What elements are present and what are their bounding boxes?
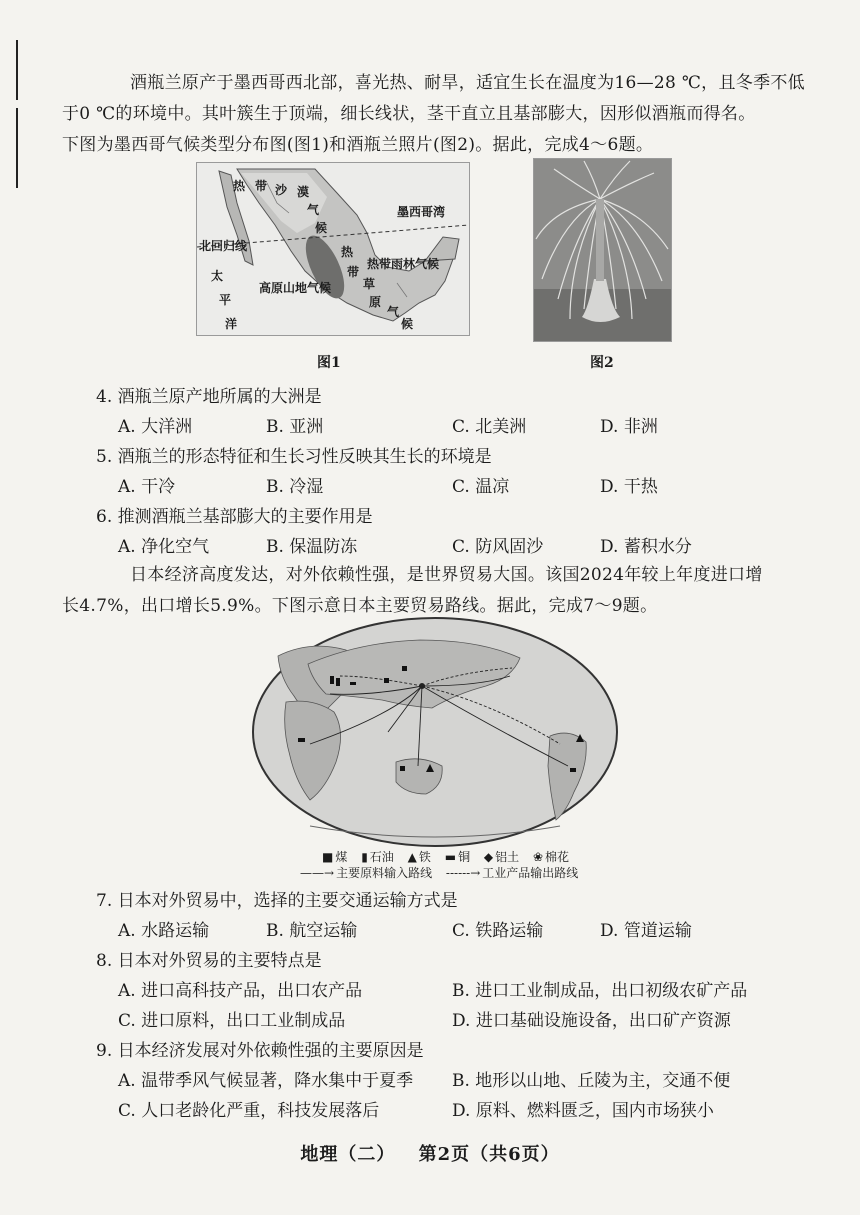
question-7-option-b: B. 航空运输 — [266, 921, 358, 941]
question-5-stem: 5. 酒瓶兰的形态特征和生长习性反映其生长的环境是 — [96, 447, 492, 467]
legend-bauxite: 铝土 — [495, 850, 520, 864]
map-label-desert: 热 — [233, 179, 246, 193]
map-label-pacific: 洋 — [225, 317, 238, 331]
question-6-option-b: B. 保温防冻 — [266, 537, 358, 557]
figure2-caption: 图2 — [590, 355, 614, 371]
intro-line: 日本经济高度发达，对外依赖性强，是世界贸易大国。该国2024年较上年度进口增 — [130, 565, 763, 585]
coal-icon: ■ — [322, 850, 334, 864]
map-label-pacific: 太 — [211, 269, 224, 283]
iron-icon: ▲ — [407, 850, 417, 864]
question-6-stem: 6. 推测酒瓶兰基部膨大的主要作用是 — [96, 507, 373, 527]
question-4-option-c: C. 北美洲 — [452, 417, 527, 437]
cotton-icon: ❀ — [532, 850, 544, 864]
map-label-savanna: 气 — [387, 305, 400, 319]
intro-line: 长4.7%，出口增长5.9%。下图示意日本主要贸易路线。据此，完成7～9题。 — [62, 596, 658, 616]
question-8-option-a: A. 进口高科技产品，出口农产品 — [118, 981, 363, 1001]
map-label-highland: 高原山地气候 — [259, 281, 332, 295]
intro-line: 酒瓶兰原产于墨西哥西北部，喜光热、耐旱，适宜生长在温度为16—28 ℃，且冬季不低 — [130, 73, 805, 93]
page-footer — [0, 1140, 860, 1166]
map-label-desert: 漠 — [297, 185, 310, 199]
question-4-option-b: B. 亚洲 — [266, 417, 324, 437]
map-label-savanna: 候 — [401, 317, 414, 331]
map-legend — [322, 848, 579, 865]
figure1-caption: 图1 — [317, 355, 341, 371]
world-map-graphic — [250, 616, 620, 848]
mexico-climate-map — [196, 162, 470, 336]
intro-line: 于0 ℃的环境中。其叶簇生于顶端，细长线状，茎干直立且基部膨大，因形似酒瓶而得名。 — [62, 104, 756, 124]
question-5-option-d: D. 干热 — [600, 477, 658, 497]
question-8-option-b: B. 进口工业制成品，出口初级农矿产品 — [452, 981, 748, 1001]
map-label-desert: 沙 — [275, 183, 288, 197]
copper-icon: ▬ — [444, 850, 457, 864]
question-8-stem: 8. 日本对外贸易的主要特点是 — [96, 951, 322, 971]
question-9-option-a: A. 温带季风气候显著，降水集中于夏季 — [118, 1071, 414, 1091]
map-label-rainforest: 热带雨林气候 — [367, 257, 440, 271]
legend-export-route: 工业产品输出路线 — [482, 866, 579, 880]
question-5-option-a: A. 干冷 — [118, 477, 176, 497]
bottle-palm-graphic — [534, 159, 671, 341]
question-4-option-a: A. 大洋洲 — [118, 417, 193, 437]
question-4-option-d: D. 非洲 — [600, 417, 658, 437]
question-4-stem: 4. 酒瓶兰原产地所属的大洲是 — [96, 387, 322, 407]
intro-line: 下图为墨西哥气候类型分布图(图1)和酒瓶兰照片(图2)。据此，完成4～6题。 — [62, 135, 654, 155]
legend-iron: 铁 — [418, 850, 431, 864]
binding-mark — [16, 108, 18, 188]
question-8-option-c: C. 进口原料，出口工业制成品 — [118, 1011, 346, 1031]
question-6-option-c: C. 防风固沙 — [452, 537, 544, 557]
question-7-option-a: A. 水路运输 — [118, 921, 210, 941]
question-5-option-b: B. 冷湿 — [266, 477, 324, 497]
footer-page-number: 第2页（共6页） — [418, 1144, 560, 1165]
japan-trade-route-map — [250, 616, 620, 848]
question-6-option-d: D. 蓄积水分 — [600, 537, 692, 557]
map-legend-routes — [300, 864, 588, 881]
bauxite-icon: ◆ — [483, 850, 494, 864]
question-8-option-d: D. 进口基础设施设备，出口矿产资源 — [452, 1011, 731, 1031]
map-label-pacific: 平 — [219, 293, 232, 307]
question-9-option-b: B. 地形以山地、丘陵为主，交通不便 — [452, 1071, 731, 1091]
map-label-gulf: 墨西哥湾 — [397, 205, 446, 219]
legend-cotton: 棉花 — [545, 850, 570, 864]
intro-paragraph-1 — [62, 68, 805, 161]
question-7-stem: 7. 日本对外贸易中，选择的主要交通运输方式是 — [96, 891, 458, 911]
question-9-stem: 9. 日本经济发展对外依赖性强的主要原因是 — [96, 1041, 424, 1061]
intro-paragraph-2 — [62, 560, 786, 622]
map-label-desert: 候 — [315, 221, 328, 235]
question-5-option-c: C. 温凉 — [452, 477, 510, 497]
oil-icon: ▮ — [361, 850, 368, 864]
question-9-option-c: C. 人口老龄化严重，科技发展落后 — [118, 1101, 380, 1121]
legend-copper: 铜 — [458, 850, 471, 864]
map-label-savanna: 热 — [341, 245, 354, 259]
question-9-option-d: D. 原料、燃料匮乏，国内市场狭小 — [452, 1101, 714, 1121]
map-label-desert: 带 — [255, 179, 268, 193]
legend-oil: 石油 — [369, 850, 394, 864]
question-7-option-d: D. 管道运输 — [600, 921, 692, 941]
map-label-desert: 气 — [307, 203, 320, 217]
legend-coal: 煤 — [335, 850, 348, 864]
solid-arrow-icon: ——→ — [300, 866, 335, 880]
map-label-tropic: 北回归线 — [199, 239, 248, 253]
map-label-savanna: 带 — [347, 265, 360, 279]
question-7-option-c: C. 铁路运输 — [452, 921, 544, 941]
map-label-savanna: 草 — [363, 277, 376, 291]
question-6-option-a: A. 净化空气 — [118, 537, 210, 557]
bottle-palm-photo — [533, 158, 672, 342]
footer-subject: 地理（二） — [300, 1144, 396, 1165]
binding-mark — [16, 40, 18, 100]
map-label-savanna: 原 — [369, 295, 382, 309]
legend-import-route: 主要原料输入路线 — [336, 866, 433, 880]
dashed-arrow-icon: ------→ — [445, 866, 481, 880]
